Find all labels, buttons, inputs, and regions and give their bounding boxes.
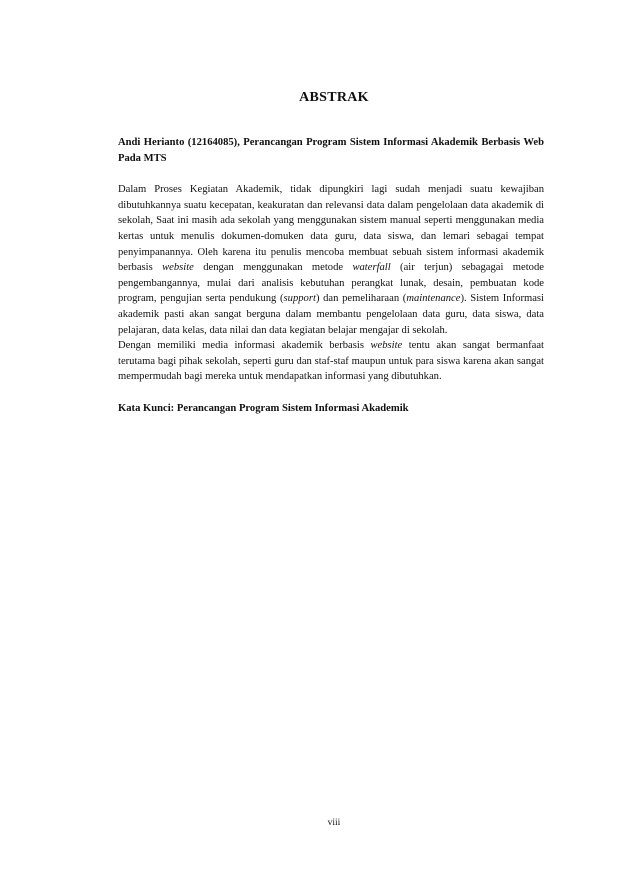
abstract-paragraph-2 [118,338,544,385]
text-run: Dengan memiliki media informasi akademik berbasis [118,340,371,352]
text-run: ). Sistem Informasi akademik pasti akan sangat berguna dalam membantu pengelolaan data guru, data siswa, data pelajaran, data kelas, data nilai dan data kegiatan belajar mengajar di sekolah. [118,293,544,336]
text-run: tentu akan sangat bermanfaat terutama bagi pihak sekolah, seperti guru dan staf-staf maupun untuk para siswa karena akan sangat mempermudah bagi mereka untuk mendapatkan informasi yang dibutuhkan. [118,340,545,383]
author-name: Andi Herianto (12164085) [118,137,238,148]
italic-term: website [370,340,403,352]
text-run: (air terjun) sebagagai metode pengembangannya, mulai dari analisis kebutuhan perangkat lunak, desain, pembuatan kode program, pengujian serta pendukung ( [118,262,544,305]
text-run: dengan menggunakan metode [193,262,353,274]
abstract-body [118,135,544,427]
italic-term: maintenance [406,293,461,305]
italic-term: waterfall [352,262,391,274]
abstract-heading [118,135,544,166]
text-run: ) dan pemeliharaan ( [315,293,407,305]
page-title: ABSTRAK [299,90,369,105]
keywords: Kata Kunci: Perancangan Program Sistem Informasi Akademik [118,402,409,414]
text-run: Dalam Proses Kegiatan Akademik, tidak dipungkiri lagi sudah menjadi suatu kewajiban dibutuhkannya suatu kecepatan, keakuratan dan relevansi data dalam pengelolaan data akademik di sekolah, Saat ini masih ada sekolah yang menggunakan sistem manual seperti menggunakan media kertas untuk menulis dokumen-domuken data guru, data siswa, dan lemari sebagai tempat penyimpanannya. Oleh karena itu penulis mencoba membuat sebuah sistem informasi akademik berbasis [118,184,544,274]
work-title: Perancangan Program Sistem Informasi Akademik Berbasis Web Pada MTS [118,137,544,164]
heading-separator: , [237,137,244,148]
page-number: viii [327,818,341,828]
abstract-paragraph-1 [118,182,544,338]
italic-term: website [162,262,194,274]
italic-term: support [283,293,316,305]
